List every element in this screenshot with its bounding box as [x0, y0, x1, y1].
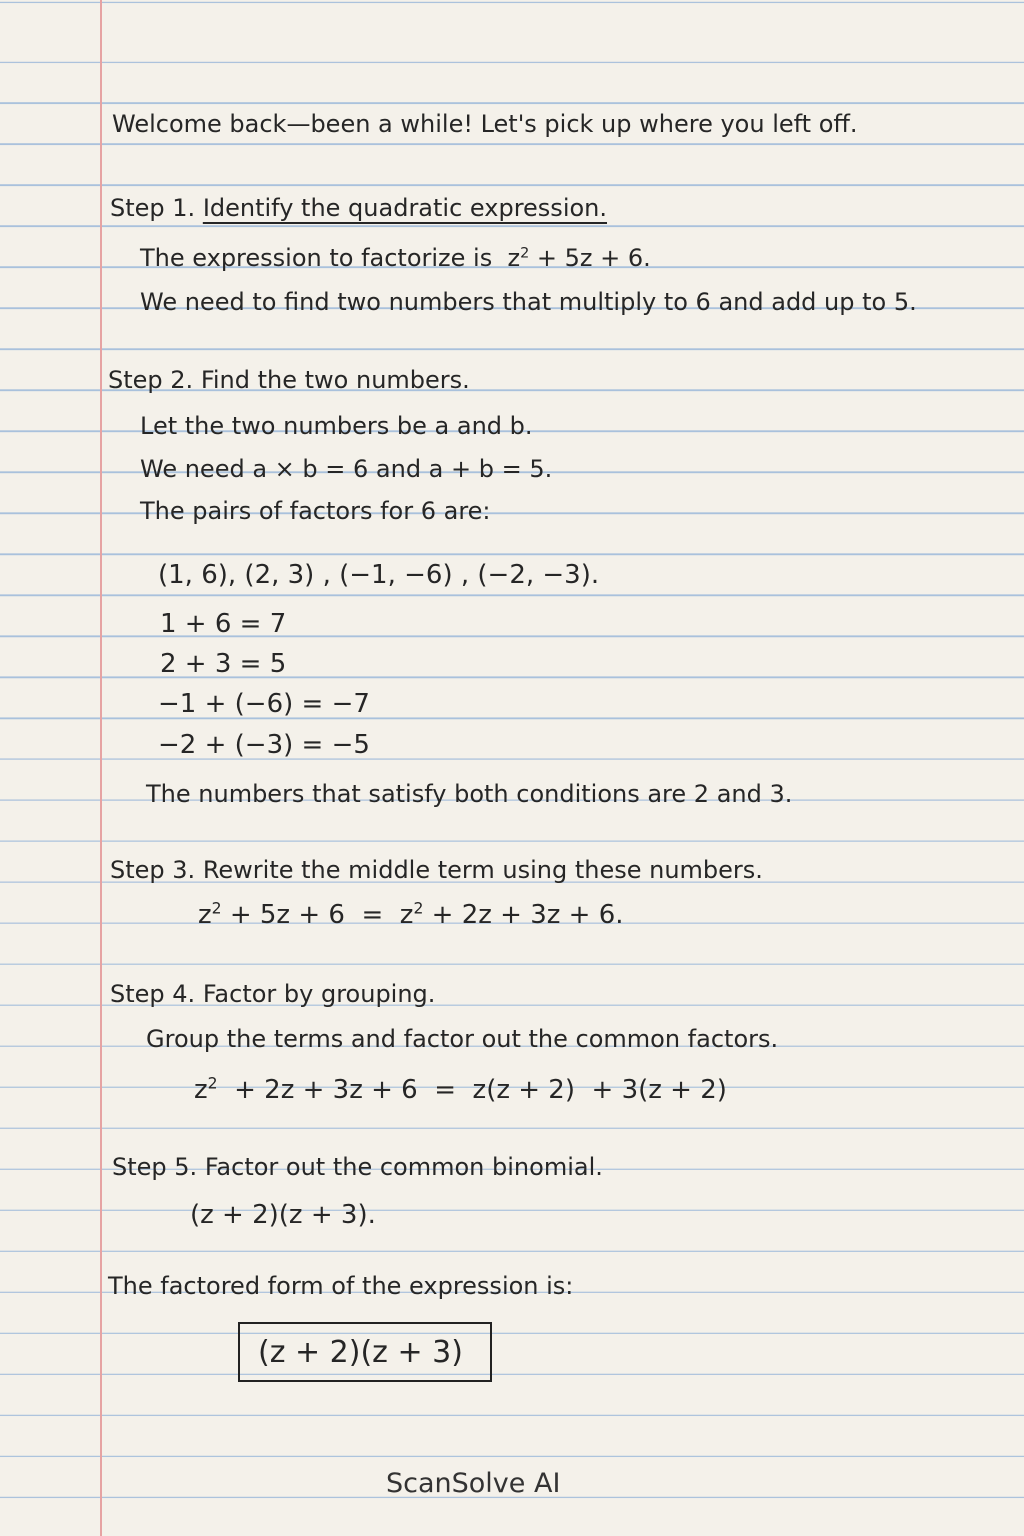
intro-text: Welcome back—been a while! Let's pick up where you left off. — [112, 110, 858, 138]
pair-sum-1: 1 + 6 = 7 — [160, 609, 287, 639]
step1-label: Step 1. — [110, 194, 196, 222]
footer-brand: ScanSolve AI — [386, 1468, 561, 1499]
step2-line1: Let the two numbers be a and b. — [140, 412, 533, 440]
pair-sum-3: −1 + (−6) = −7 — [158, 689, 370, 719]
step5-heading — [112, 1155, 603, 1179]
step2-title: Find the two numbers. — [200, 366, 470, 394]
pair-sum-2: 2 + 3 = 5 — [160, 649, 287, 679]
step4-line1: Group the terms and factor out the common factors. — [146, 1025, 779, 1053]
step3-equation: $z^2 + 5z + 6 = z^2 + 2z + 3z + 6$. — [198, 899, 624, 930]
step1-line2: We need to find two numbers that multiply to 6 and add up to 5. — [140, 288, 917, 316]
step1-heading — [110, 196, 607, 220]
step1-title: Identify the quadratic expression. — [202, 194, 608, 222]
step2-label: Step 2. — [108, 366, 194, 394]
step1-line1-text: The expression to factorize is — [140, 244, 493, 272]
step2-line3: The pairs of factors for 6 are: — [140, 497, 491, 525]
step4-title: Factor by grouping. — [202, 980, 436, 1008]
final-answer: (z + 2)(z + 3) — [258, 1335, 463, 1370]
factor-pairs: (1, 6), (2, 3) , (−1, −6) , (−2, −3). — [158, 560, 600, 590]
pair-sum-4: −2 + (−3) = −5 — [158, 730, 370, 760]
step3-title: Rewrite the middle term using these numbers. — [202, 856, 763, 884]
step4-label: Step 4. — [110, 980, 196, 1008]
step2-conclusion: The numbers that satisfy both conditions are 2 and 3. — [146, 780, 793, 808]
step2-heading — [108, 368, 470, 392]
step5-equation: (z + 2)(z + 3). — [190, 1200, 376, 1230]
notebook-margin-line — [100, 0, 102, 1536]
step1-line1 — [140, 246, 651, 270]
step5-label: Step 5. — [112, 1153, 198, 1181]
step3-heading — [110, 858, 763, 882]
step4-equation: $z^2 + 2z + 3z + 6 = z(z + 2) + 3(z + 2)$ — [194, 1074, 727, 1105]
step1-expression: $z^2 + 5z + 6$. — [507, 244, 651, 272]
step5-title: Factor out the common binomial. — [204, 1153, 603, 1181]
final-answer-box — [238, 1322, 492, 1382]
step2-line2: We need a × b = 6 and a + b = 5. — [140, 455, 553, 483]
step4-heading — [110, 982, 435, 1006]
step3-label: Step 3. — [110, 856, 196, 884]
final-text: The factored form of the expression is: — [108, 1272, 574, 1300]
